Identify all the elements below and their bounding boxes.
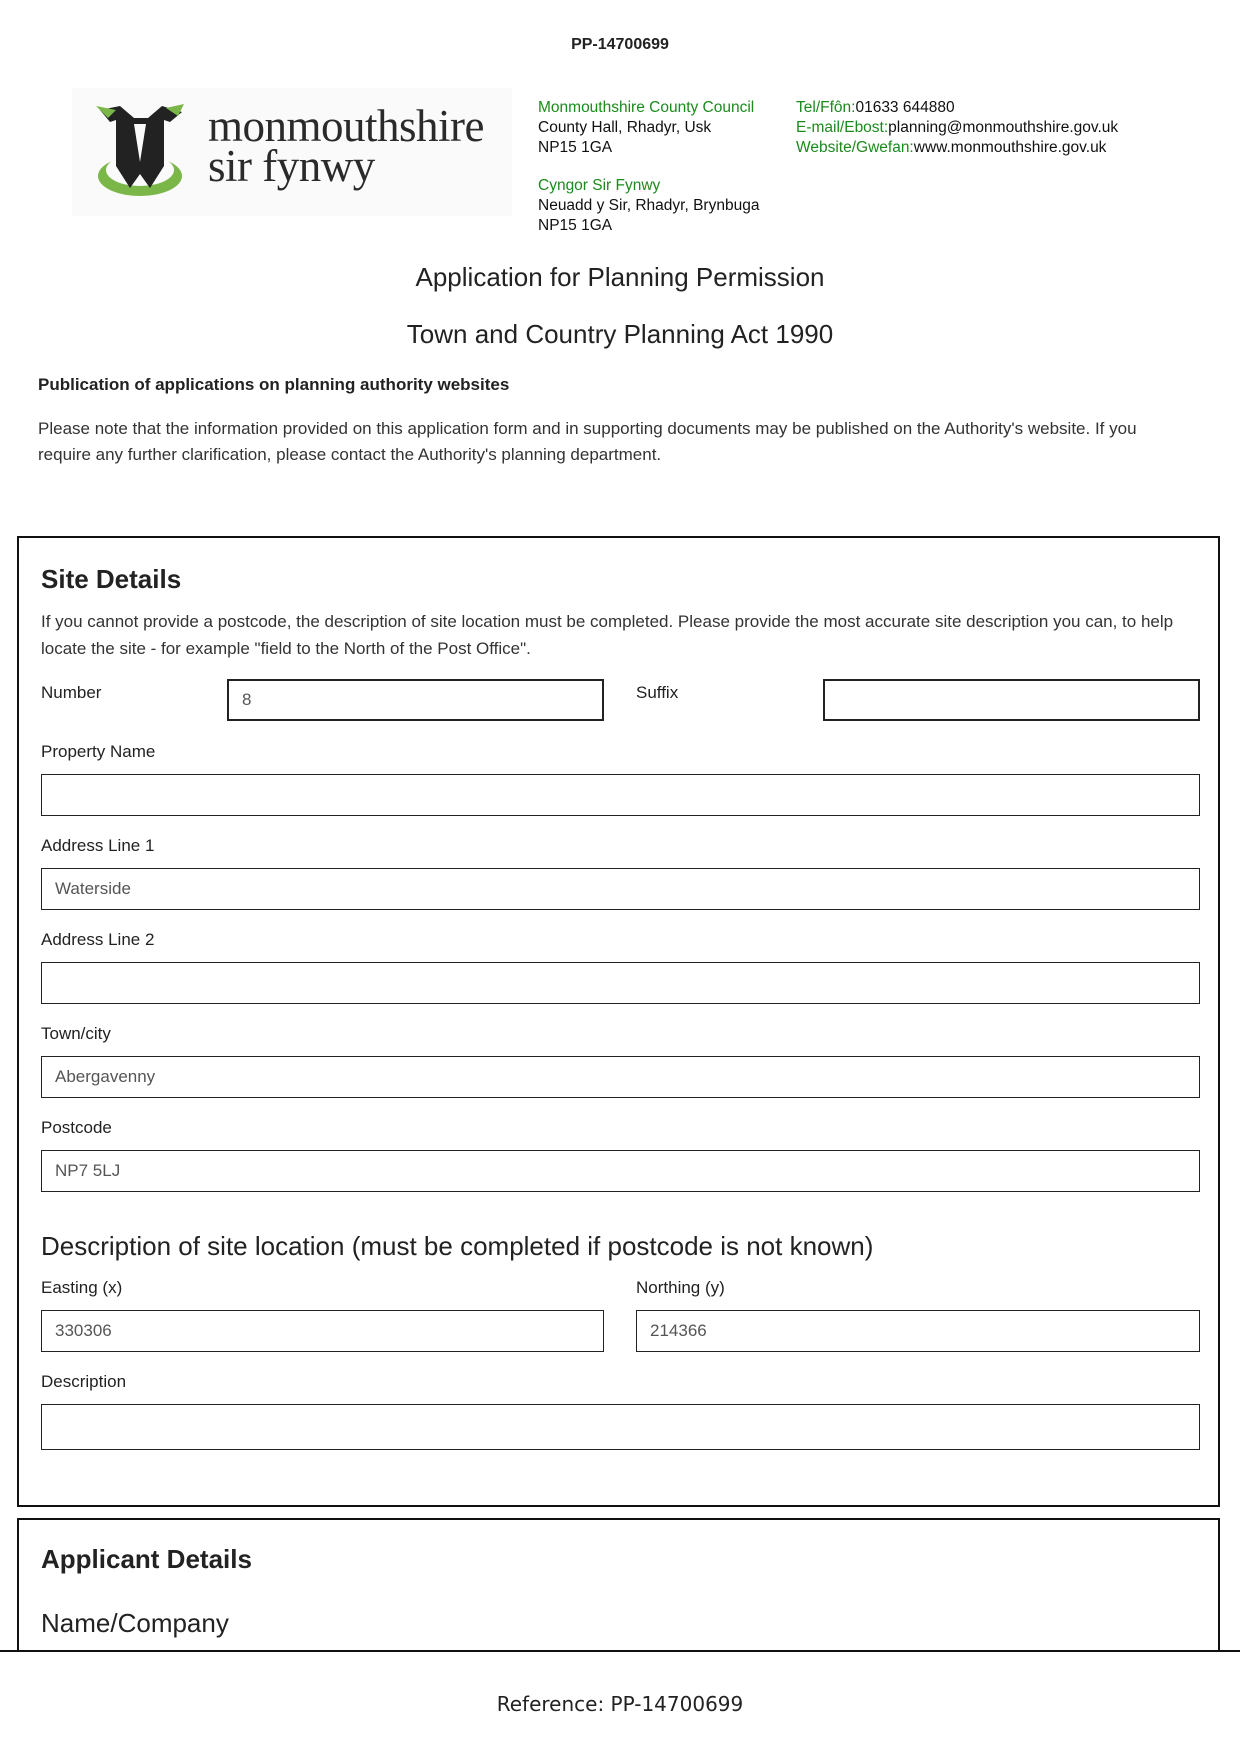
council-address-welsh	[538, 176, 759, 236]
address-line-2-field[interactable]	[41, 962, 1200, 1004]
email-label: E-mail/Ebost:	[796, 119, 889, 136]
address-line: Neuadd y Sir, Rhadyr, Brynbuga	[538, 197, 760, 214]
description-label: Description	[41, 1372, 127, 1391]
address-postcode: NP15 1GA	[538, 139, 613, 156]
northing-label: Northing (y)	[636, 1278, 725, 1297]
address-line-2-label: Address Line 2	[41, 930, 155, 949]
form-title: Application for Planning Permission	[415, 262, 825, 292]
property-name-field[interactable]	[41, 774, 1200, 816]
email-value: planning@monmouthshire.gov.uk	[888, 119, 1119, 136]
town-label: Town/city	[41, 1024, 111, 1043]
council-name-welsh: Cyngor Sir Fynwy	[538, 177, 661, 194]
address-line-1-field[interactable]: Waterside	[41, 868, 1200, 910]
postcode-field[interactable]: NP7 5LJ	[41, 1150, 1200, 1192]
number-label: Number	[41, 683, 102, 702]
description-field[interactable]	[41, 1404, 1200, 1450]
dragon-crest-icon	[90, 104, 200, 204]
easting-field[interactable]: 330306	[41, 1310, 604, 1352]
town-field[interactable]: Abergavenny	[41, 1056, 1200, 1098]
council-contact-details	[796, 98, 1118, 158]
form-subtitle: Town and Country Planning Act 1990	[406, 319, 834, 349]
suffix-label: Suffix	[636, 683, 679, 702]
logo-line-1: monmouthshire	[208, 101, 484, 151]
address-postcode: NP15 1GA	[538, 217, 613, 234]
address-line: County Hall, Rhadyr, Usk	[538, 119, 712, 136]
site-location-heading: Description of site location (must be completed if postcode is not known)	[41, 1231, 874, 1261]
northing-field[interactable]: 214366	[636, 1310, 1200, 1352]
site-details-section	[17, 536, 1220, 1507]
logo-line-2: sir fynwy	[208, 141, 375, 191]
publication-text: Please note that the information provided on this application form and in supporting documents may be published on the Authority's website. If you require any further clarification, please contact the Authority's planning department.	[38, 419, 1137, 464]
name-company-heading: Name/Company	[41, 1608, 229, 1638]
document-reference: PP-14700699	[571, 36, 669, 53]
address-line-1-label: Address Line 1	[41, 836, 155, 855]
suffix-field[interactable]	[823, 679, 1200, 721]
page-divider	[0, 1650, 1240, 1652]
council-address-english	[538, 98, 754, 158]
footer-reference: Reference: PP-14700699	[496, 1692, 744, 1716]
applicant-details-section	[17, 1518, 1220, 1650]
publication-heading: Publication of applications on planning authority websites	[38, 375, 510, 394]
postcode-label: Postcode	[41, 1118, 112, 1137]
logo-wordmark	[208, 101, 484, 191]
council-name-english: Monmouthshire County Council	[538, 99, 755, 116]
site-details-note: If you cannot provide a postcode, the description of site location must be completed. Please provide the most accurate site description you can, to help locate the site - for example "field to the North of the Post Office".	[41, 612, 1174, 658]
council-logo	[72, 88, 512, 216]
property-name-label: Property Name	[41, 742, 156, 761]
applicant-details-title: Applicant Details	[41, 1544, 252, 1574]
website-value: www.monmouthshire.gov.uk	[913, 139, 1107, 156]
number-field[interactable]: 8	[227, 679, 604, 721]
tel-value: 01633 644880	[855, 99, 955, 116]
easting-label: Easting (x)	[41, 1278, 123, 1297]
tel-label: Tel/Ffôn:	[796, 99, 856, 116]
website-label: Website/Gwefan:	[796, 139, 914, 156]
site-details-title: Site Details	[41, 564, 182, 594]
